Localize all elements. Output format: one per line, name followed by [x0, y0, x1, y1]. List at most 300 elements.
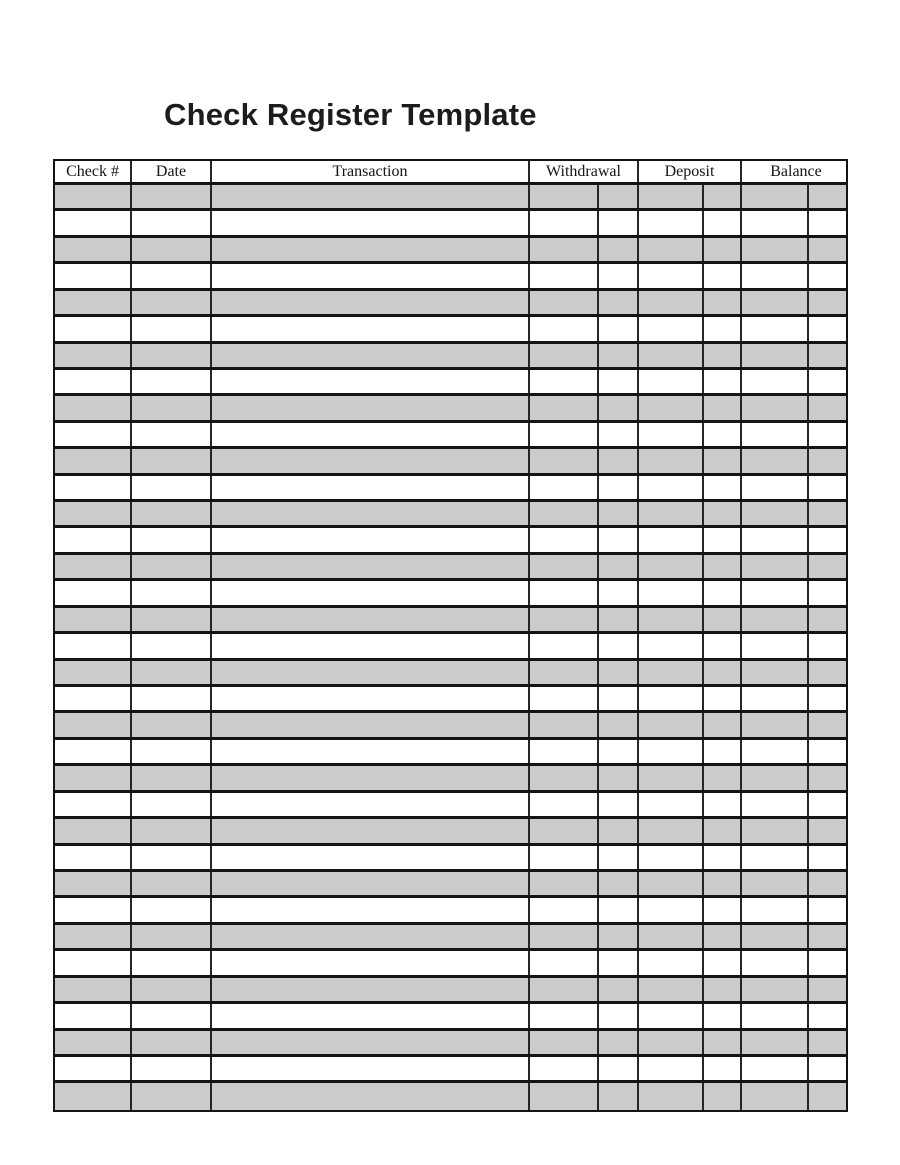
table-row	[55, 846, 846, 872]
cell-deposit-dollars	[639, 1031, 704, 1054]
cell-withdrawal-cents	[599, 555, 639, 578]
cell-balance-dollars	[742, 528, 809, 551]
cell-transaction	[212, 661, 530, 684]
cell-transaction	[212, 581, 530, 604]
cell-withdrawal-dollars	[530, 793, 599, 816]
cell-date	[132, 608, 212, 631]
cell-transaction	[212, 1057, 530, 1080]
cell-transaction	[212, 713, 530, 736]
cell-check-number	[55, 740, 132, 763]
cell-deposit-dollars	[639, 872, 704, 895]
cell-date	[132, 951, 212, 974]
cell-deposit-dollars	[639, 846, 704, 869]
cell-withdrawal-dollars	[530, 898, 599, 921]
cell-date	[132, 925, 212, 948]
cell-balance-cents	[809, 634, 850, 657]
cell-transaction	[212, 502, 530, 525]
table-row	[55, 1057, 846, 1083]
table-row	[55, 370, 846, 396]
cell-transaction	[212, 264, 530, 287]
table-row	[55, 872, 846, 898]
cell-withdrawal-dollars	[530, 846, 599, 869]
cell-balance-dollars	[742, 1004, 809, 1027]
cell-transaction	[212, 370, 530, 393]
cell-transaction	[212, 687, 530, 710]
cell-date	[132, 634, 212, 657]
cell-balance-cents	[809, 713, 850, 736]
cell-check-number	[55, 291, 132, 314]
cell-deposit-dollars	[639, 185, 704, 208]
header-cell-withdrawal: Withdrawal	[530, 161, 639, 182]
cell-withdrawal-cents	[599, 819, 639, 842]
cell-deposit-cents	[704, 1083, 742, 1109]
cell-withdrawal-cents	[599, 370, 639, 393]
table-row	[55, 449, 846, 475]
table-row	[55, 185, 846, 211]
table-row	[55, 634, 846, 660]
cell-balance-cents	[809, 951, 850, 974]
cell-date	[132, 264, 212, 287]
cell-deposit-dollars	[639, 925, 704, 948]
cell-balance-cents	[809, 528, 850, 551]
cell-date	[132, 528, 212, 551]
cell-transaction	[212, 396, 530, 419]
cell-deposit-cents	[704, 185, 742, 208]
cell-transaction	[212, 476, 530, 499]
cell-check-number	[55, 238, 132, 261]
cell-deposit-cents	[704, 370, 742, 393]
cell-balance-cents	[809, 476, 850, 499]
cell-deposit-dollars	[639, 766, 704, 789]
cell-check-number	[55, 846, 132, 869]
table-row	[55, 978, 846, 1004]
cell-balance-dollars	[742, 344, 809, 367]
cell-balance-dollars	[742, 1057, 809, 1080]
cell-transaction	[212, 634, 530, 657]
cell-withdrawal-dollars	[530, 264, 599, 287]
cell-deposit-dollars	[639, 1057, 704, 1080]
cell-date	[132, 449, 212, 472]
cell-deposit-cents	[704, 238, 742, 261]
cell-deposit-dollars	[639, 581, 704, 604]
cell-date	[132, 423, 212, 446]
cell-deposit-cents	[704, 476, 742, 499]
check-register-table	[53, 159, 848, 1112]
cell-deposit-cents	[704, 502, 742, 525]
cell-balance-cents	[809, 661, 850, 684]
cell-withdrawal-dollars	[530, 687, 599, 710]
cell-withdrawal-dollars	[530, 925, 599, 948]
cell-check-number	[55, 766, 132, 789]
cell-withdrawal-dollars	[530, 555, 599, 578]
cell-deposit-cents	[704, 555, 742, 578]
cell-check-number	[55, 528, 132, 551]
cell-balance-dollars	[742, 766, 809, 789]
cell-withdrawal-cents	[599, 528, 639, 551]
cell-date	[132, 555, 212, 578]
cell-balance-dollars	[742, 713, 809, 736]
cell-withdrawal-dollars	[530, 740, 599, 763]
cell-withdrawal-cents	[599, 291, 639, 314]
cell-balance-cents	[809, 872, 850, 895]
cell-balance-cents	[809, 291, 850, 314]
cell-deposit-dollars	[639, 951, 704, 974]
cell-deposit-dollars	[639, 661, 704, 684]
cell-date	[132, 713, 212, 736]
cell-balance-dollars	[742, 951, 809, 974]
cell-check-number	[55, 1031, 132, 1054]
cell-deposit-dollars	[639, 317, 704, 340]
cell-withdrawal-cents	[599, 740, 639, 763]
cell-withdrawal-dollars	[530, 634, 599, 657]
table-row	[55, 608, 846, 634]
cell-balance-cents	[809, 502, 850, 525]
cell-withdrawal-cents	[599, 1004, 639, 1027]
cell-transaction	[212, 898, 530, 921]
cell-check-number	[55, 211, 132, 234]
cell-transaction	[212, 978, 530, 1001]
table-row	[55, 555, 846, 581]
cell-withdrawal-cents	[599, 1083, 639, 1109]
cell-check-number	[55, 687, 132, 710]
page-title: Check Register Template	[164, 97, 537, 132]
cell-withdrawal-cents	[599, 1031, 639, 1054]
cell-balance-cents	[809, 925, 850, 948]
cell-check-number	[55, 925, 132, 948]
cell-balance-dollars	[742, 793, 809, 816]
cell-transaction	[212, 211, 530, 234]
cell-balance-cents	[809, 185, 850, 208]
cell-withdrawal-dollars	[530, 978, 599, 1001]
cell-date	[132, 766, 212, 789]
table-row	[55, 1031, 846, 1057]
cell-check-number	[55, 661, 132, 684]
cell-balance-cents	[809, 211, 850, 234]
cell-withdrawal-cents	[599, 872, 639, 895]
cell-withdrawal-cents	[599, 793, 639, 816]
cell-withdrawal-dollars	[530, 396, 599, 419]
cell-check-number	[55, 264, 132, 287]
cell-check-number	[55, 898, 132, 921]
cell-withdrawal-dollars	[530, 238, 599, 261]
cell-withdrawal-dollars	[530, 608, 599, 631]
cell-withdrawal-dollars	[530, 423, 599, 446]
cell-date	[132, 687, 212, 710]
cell-balance-cents	[809, 898, 850, 921]
cell-check-number	[55, 555, 132, 578]
cell-withdrawal-cents	[599, 581, 639, 604]
cell-withdrawal-cents	[599, 846, 639, 869]
table-row	[55, 713, 846, 739]
cell-date	[132, 291, 212, 314]
cell-withdrawal-cents	[599, 951, 639, 974]
cell-balance-dollars	[742, 634, 809, 657]
cell-date	[132, 1031, 212, 1054]
cell-withdrawal-cents	[599, 898, 639, 921]
cell-deposit-dollars	[639, 423, 704, 446]
cell-balance-cents	[809, 793, 850, 816]
cell-deposit-cents	[704, 449, 742, 472]
cell-deposit-cents	[704, 740, 742, 763]
cell-withdrawal-cents	[599, 211, 639, 234]
cell-transaction	[212, 317, 530, 340]
cell-check-number	[55, 344, 132, 367]
cell-deposit-cents	[704, 264, 742, 287]
cell-withdrawal-cents	[599, 608, 639, 631]
cell-withdrawal-dollars	[530, 1083, 599, 1109]
cell-balance-dollars	[742, 581, 809, 604]
cell-balance-cents	[809, 238, 850, 261]
cell-deposit-cents	[704, 396, 742, 419]
cell-check-number	[55, 396, 132, 419]
cell-date	[132, 1057, 212, 1080]
cell-balance-cents	[809, 449, 850, 472]
cell-balance-dollars	[742, 238, 809, 261]
cell-date	[132, 898, 212, 921]
table-row	[55, 423, 846, 449]
cell-check-number	[55, 872, 132, 895]
cell-date	[132, 819, 212, 842]
header-cell-transaction: Transaction	[212, 161, 530, 182]
cell-deposit-cents	[704, 423, 742, 446]
cell-date	[132, 476, 212, 499]
cell-withdrawal-dollars	[530, 581, 599, 604]
cell-balance-cents	[809, 978, 850, 1001]
cell-withdrawal-dollars	[530, 370, 599, 393]
cell-deposit-cents	[704, 291, 742, 314]
cell-balance-dollars	[742, 661, 809, 684]
cell-transaction	[212, 291, 530, 314]
cell-date	[132, 978, 212, 1001]
cell-date	[132, 317, 212, 340]
cell-withdrawal-dollars	[530, 317, 599, 340]
cell-check-number	[55, 185, 132, 208]
cell-deposit-dollars	[639, 264, 704, 287]
cell-date	[132, 211, 212, 234]
cell-balance-dollars	[742, 898, 809, 921]
cell-deposit-cents	[704, 713, 742, 736]
cell-balance-dollars	[742, 449, 809, 472]
cell-balance-cents	[809, 740, 850, 763]
cell-deposit-dollars	[639, 819, 704, 842]
table-row	[55, 951, 846, 977]
cell-deposit-cents	[704, 661, 742, 684]
cell-balance-cents	[809, 423, 850, 446]
cell-withdrawal-dollars	[530, 528, 599, 551]
cell-deposit-cents	[704, 925, 742, 948]
cell-withdrawal-cents	[599, 978, 639, 1001]
header-cell-check: Check #	[55, 161, 132, 182]
table-header-row	[55, 161, 846, 185]
cell-balance-cents	[809, 396, 850, 419]
cell-check-number	[55, 476, 132, 499]
cell-balance-dollars	[742, 317, 809, 340]
table-row	[55, 793, 846, 819]
cell-deposit-dollars	[639, 687, 704, 710]
cell-check-number	[55, 423, 132, 446]
cell-date	[132, 370, 212, 393]
cell-deposit-dollars	[639, 291, 704, 314]
cell-withdrawal-cents	[599, 423, 639, 446]
cell-deposit-cents	[704, 1057, 742, 1080]
header-cell-deposit: Deposit	[639, 161, 742, 182]
cell-check-number	[55, 819, 132, 842]
table-row	[55, 211, 846, 237]
cell-transaction	[212, 793, 530, 816]
table-row	[55, 502, 846, 528]
cell-deposit-cents	[704, 898, 742, 921]
cell-balance-cents	[809, 1031, 850, 1054]
cell-deposit-dollars	[639, 740, 704, 763]
cell-withdrawal-dollars	[530, 819, 599, 842]
cell-deposit-dollars	[639, 978, 704, 1001]
cell-balance-cents	[809, 846, 850, 869]
cell-withdrawal-dollars	[530, 185, 599, 208]
cell-balance-cents	[809, 1004, 850, 1027]
cell-date	[132, 846, 212, 869]
cell-check-number	[55, 449, 132, 472]
cell-withdrawal-cents	[599, 185, 639, 208]
cell-balance-dollars	[742, 502, 809, 525]
cell-deposit-dollars	[639, 449, 704, 472]
cell-transaction	[212, 608, 530, 631]
table-row	[55, 1083, 846, 1109]
cell-balance-cents	[809, 370, 850, 393]
cell-withdrawal-cents	[599, 502, 639, 525]
cell-date	[132, 740, 212, 763]
cell-deposit-cents	[704, 793, 742, 816]
cell-date	[132, 238, 212, 261]
cell-withdrawal-cents	[599, 766, 639, 789]
cell-balance-dollars	[742, 1031, 809, 1054]
cell-date	[132, 185, 212, 208]
cell-balance-cents	[809, 1057, 850, 1080]
cell-withdrawal-dollars	[530, 344, 599, 367]
cell-deposit-cents	[704, 687, 742, 710]
cell-balance-cents	[809, 344, 850, 367]
cell-balance-dollars	[742, 291, 809, 314]
cell-balance-cents	[809, 819, 850, 842]
cell-balance-dollars	[742, 211, 809, 234]
cell-check-number	[55, 1004, 132, 1027]
cell-balance-dollars	[742, 370, 809, 393]
cell-transaction	[212, 925, 530, 948]
cell-balance-dollars	[742, 846, 809, 869]
cell-deposit-cents	[704, 846, 742, 869]
cell-withdrawal-cents	[599, 634, 639, 657]
cell-balance-dollars	[742, 423, 809, 446]
table-row	[55, 264, 846, 290]
cell-deposit-dollars	[639, 634, 704, 657]
cell-withdrawal-cents	[599, 925, 639, 948]
cell-balance-dollars	[742, 264, 809, 287]
cell-balance-dollars	[742, 608, 809, 631]
cell-transaction	[212, 740, 530, 763]
cell-deposit-cents	[704, 528, 742, 551]
cell-check-number	[55, 502, 132, 525]
cell-withdrawal-cents	[599, 449, 639, 472]
cell-date	[132, 793, 212, 816]
cell-withdrawal-cents	[599, 396, 639, 419]
cell-balance-cents	[809, 317, 850, 340]
table-row	[55, 344, 846, 370]
cell-transaction	[212, 819, 530, 842]
cell-date	[132, 872, 212, 895]
cell-withdrawal-cents	[599, 476, 639, 499]
cell-transaction	[212, 1083, 530, 1109]
table-row	[55, 925, 846, 951]
cell-transaction	[212, 555, 530, 578]
cell-date	[132, 396, 212, 419]
table-row	[55, 819, 846, 845]
cell-check-number	[55, 1083, 132, 1109]
cell-deposit-dollars	[639, 476, 704, 499]
table-row	[55, 1004, 846, 1030]
cell-check-number	[55, 634, 132, 657]
cell-balance-cents	[809, 608, 850, 631]
cell-withdrawal-dollars	[530, 951, 599, 974]
cell-deposit-dollars	[639, 1004, 704, 1027]
cell-balance-cents	[809, 766, 850, 789]
cell-deposit-cents	[704, 766, 742, 789]
cell-deposit-cents	[704, 1004, 742, 1027]
cell-withdrawal-dollars	[530, 1031, 599, 1054]
cell-withdrawal-dollars	[530, 1057, 599, 1080]
cell-deposit-cents	[704, 634, 742, 657]
cell-deposit-cents	[704, 581, 742, 604]
cell-deposit-dollars	[639, 396, 704, 419]
cell-withdrawal-dollars	[530, 449, 599, 472]
cell-withdrawal-cents	[599, 344, 639, 367]
table-row	[55, 476, 846, 502]
cell-deposit-cents	[704, 344, 742, 367]
cell-balance-cents	[809, 687, 850, 710]
cell-balance-cents	[809, 555, 850, 578]
cell-transaction	[212, 344, 530, 367]
table-row	[55, 238, 846, 264]
cell-date	[132, 581, 212, 604]
cell-deposit-cents	[704, 951, 742, 974]
cell-check-number	[55, 1057, 132, 1080]
cell-date	[132, 1004, 212, 1027]
cell-balance-cents	[809, 264, 850, 287]
cell-transaction	[212, 185, 530, 208]
cell-deposit-cents	[704, 608, 742, 631]
cell-check-number	[55, 793, 132, 816]
cell-transaction	[212, 238, 530, 261]
cell-check-number	[55, 608, 132, 631]
table-row	[55, 766, 846, 792]
table-row	[55, 317, 846, 343]
cell-date	[132, 344, 212, 367]
cell-transaction	[212, 528, 530, 551]
cell-transaction	[212, 951, 530, 974]
cell-balance-cents	[809, 581, 850, 604]
cell-deposit-cents	[704, 978, 742, 1001]
table-row	[55, 291, 846, 317]
table-row	[55, 581, 846, 607]
cell-check-number	[55, 581, 132, 604]
cell-date	[132, 1083, 212, 1109]
cell-deposit-dollars	[639, 555, 704, 578]
cell-deposit-dollars	[639, 370, 704, 393]
table-row	[55, 898, 846, 924]
cell-balance-dollars	[742, 740, 809, 763]
cell-transaction	[212, 872, 530, 895]
cell-transaction	[212, 766, 530, 789]
cell-deposit-cents	[704, 872, 742, 895]
cell-withdrawal-dollars	[530, 1004, 599, 1027]
